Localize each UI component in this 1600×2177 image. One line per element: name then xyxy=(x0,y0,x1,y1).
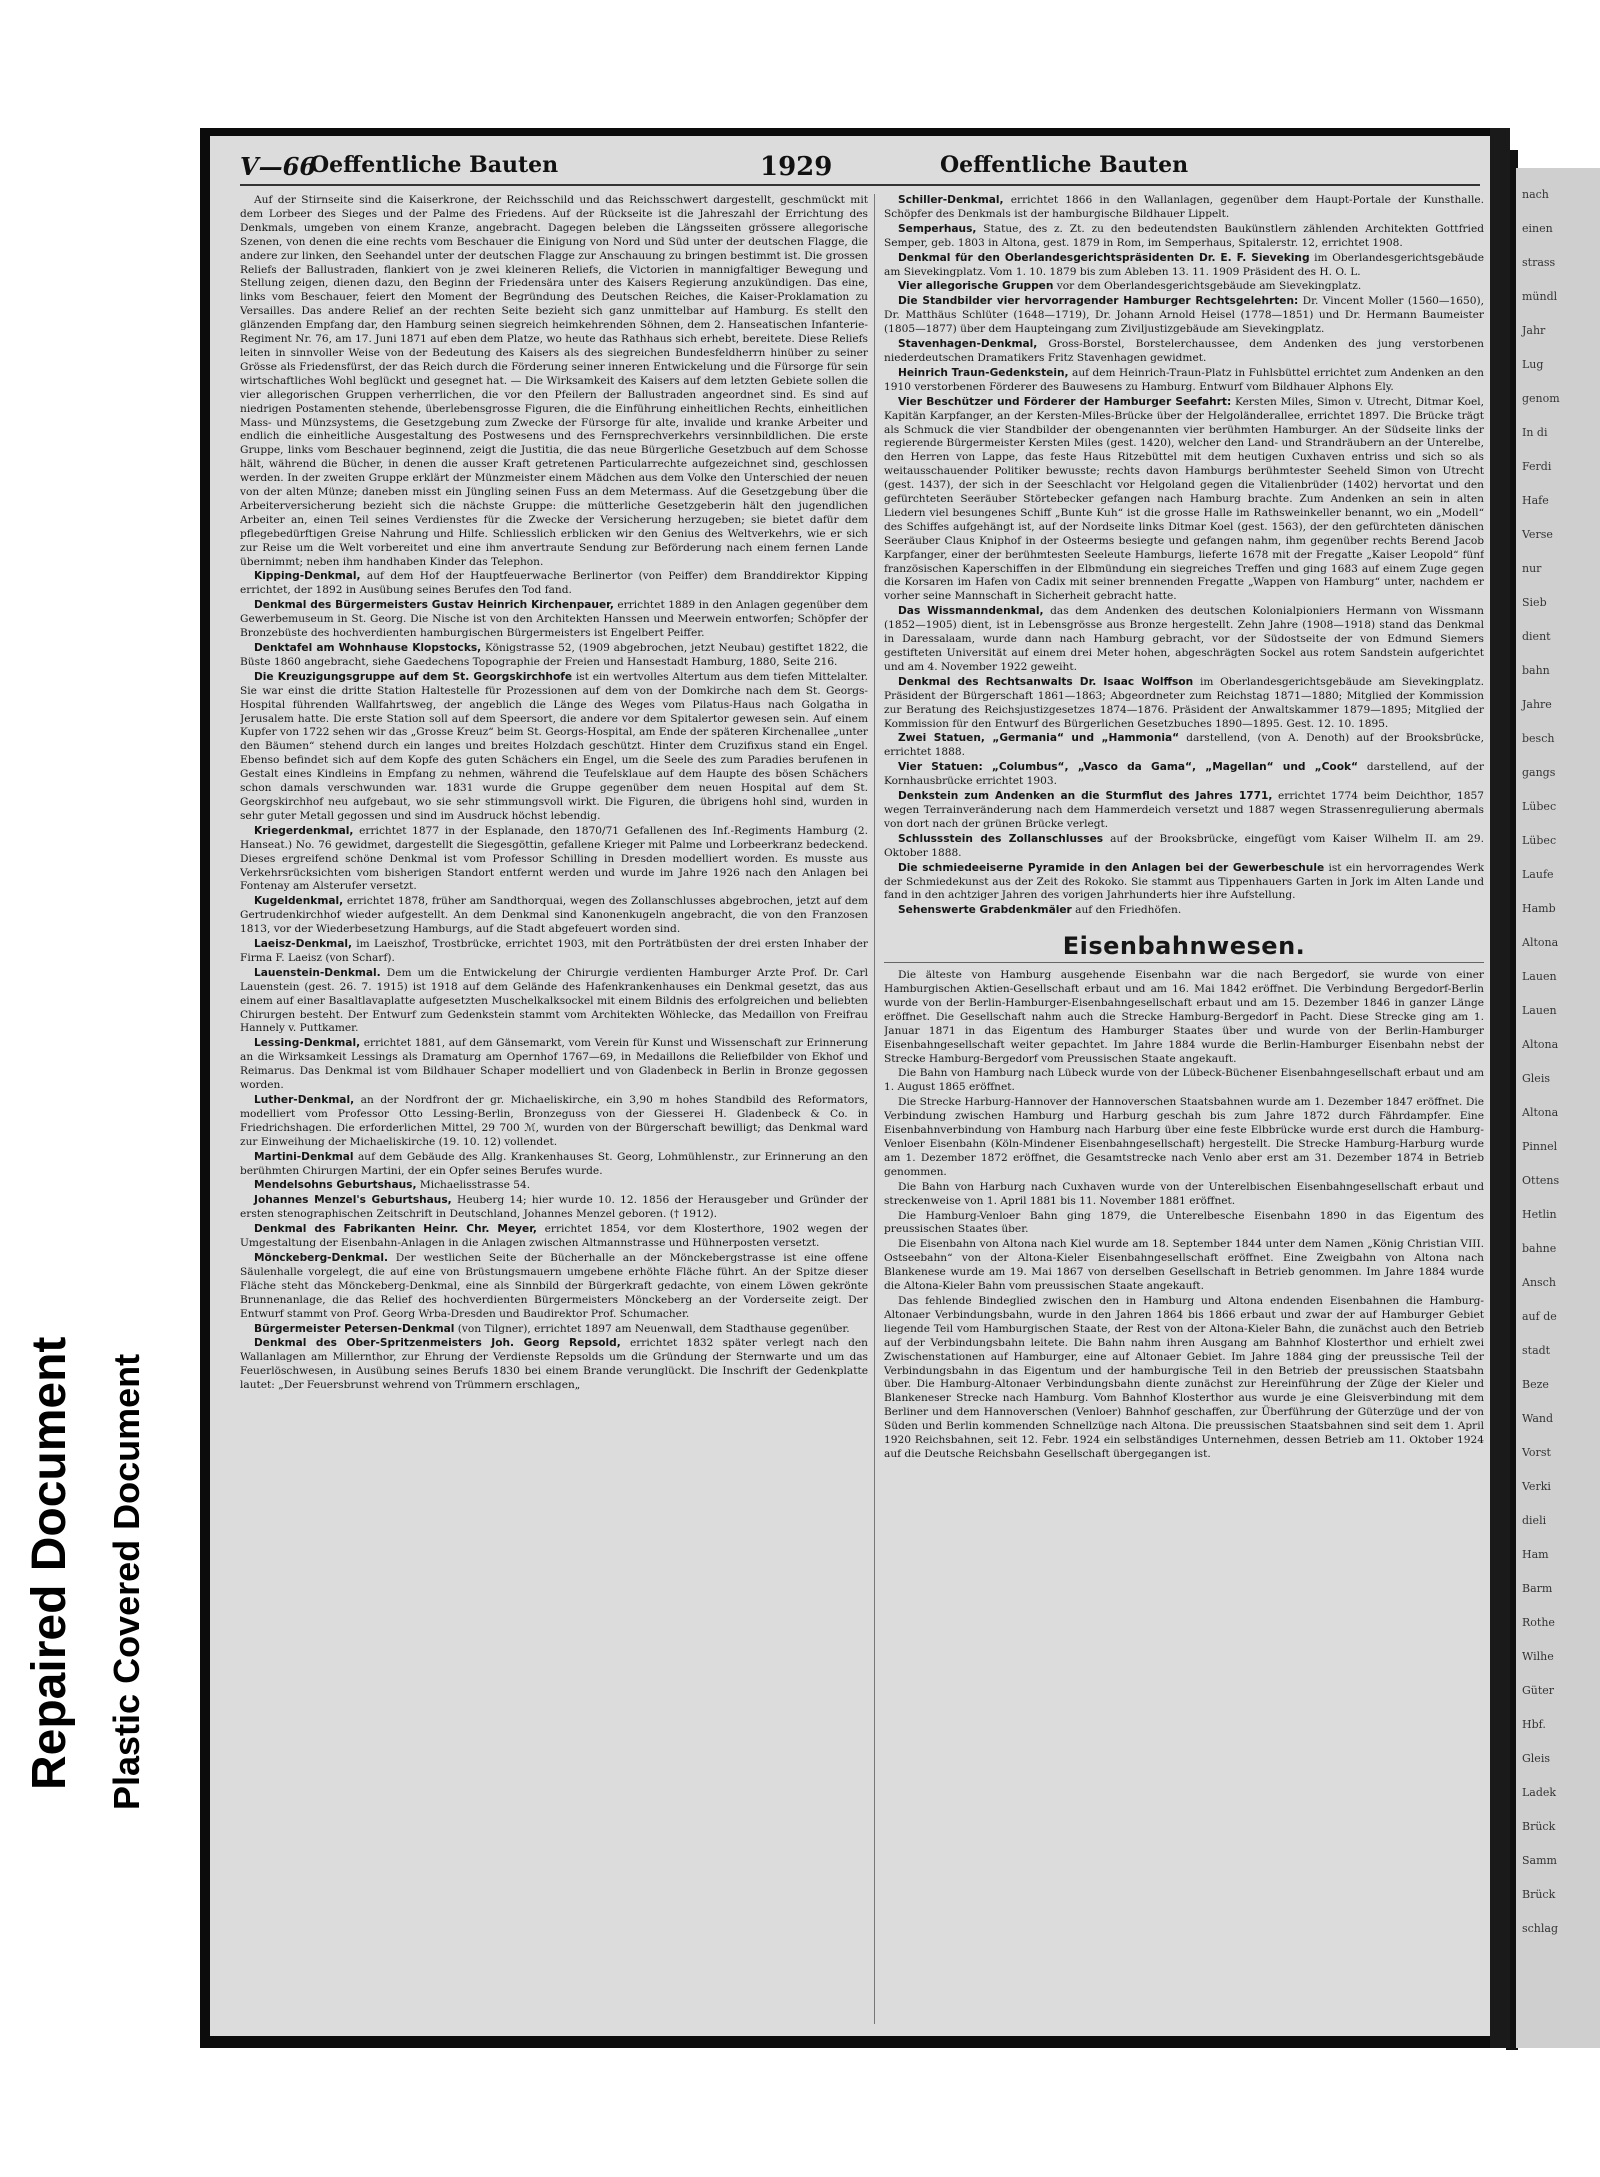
entry-paragraph xyxy=(884,790,1484,832)
railway-paragraph: Die Hamburg-Venloer Bahn ging 1879, die Unterelbesche Eisenbahn 1890 in das Eigentum des preussischen Staates über. xyxy=(884,1209,1484,1236)
header-rule xyxy=(240,184,1480,186)
entry-text: Dr. Vincent Moller (1560—1650), Dr. Matthäus Schlüter (1648—1719), Dr. Johann Arnold Heisel (1778—1851) und Dr. Hermann Baumeister (1805—1877) über dem Haupteingang zum Ziviljustizgebäude am Sievekingplatz. xyxy=(884,295,1484,336)
entry-paragraph xyxy=(240,1337,868,1393)
entry-paragraph xyxy=(240,1194,868,1222)
running-header xyxy=(240,152,1480,192)
year-label: 1929 xyxy=(760,152,833,182)
entry-text: errichtet 1878, früher am Sandthorquai, wegen des Zollanschlusses abgebrochen, jetzt auf dem Gertrudenkirchhof wieder aufgestellt. An dem Denkmal sind Kanonenkugeln angebracht, die von den Franzosen 1813, vor der Wiederbesetzung Hamburgs, auf die Stadt abgefeuert worden sind. xyxy=(240,895,868,936)
right-column xyxy=(884,194,1484,2024)
left-column xyxy=(240,194,868,2024)
adjacent-page-fragment: Pinnel xyxy=(1522,1140,1558,1153)
entry-title: Die Kreuzigungsgruppe auf dem St. Georgskirchhofe xyxy=(254,670,573,683)
entry-paragraph xyxy=(884,605,1484,675)
entry-paragraph xyxy=(884,904,1484,918)
entry-paragraph xyxy=(884,280,1484,294)
entry-text: errichtet 1832 später verlegt nach den Wallanlagen am Millernthor, zur Ehrung der Verdienste Repsolds um die Gründung der Sternwarte und um das Feuerlöschwesen, in Ausübung seines Berufs 1830 bei einem Brande verunglückt. Die Inschrift der Gedenkplatte lautet: „Der Feuersbrunst wehrend von Trümmern erschlagen„ xyxy=(240,1337,868,1392)
entry-text: Kersten Miles, Simon v. Utrecht, Ditmar Koel, Kapitän Karpfanger, an der Kersten-Miles-Brücke über der Helgoländerallee, errichtet 1897. Die Brücke trägt als Schmuck die vier Standbilder der obengenannten vier berühmten Hamburger. An der Südseite links der regierende Bürgermeister Kersten Miles (gest. 1420), welcher den Land- und Strandräubern an der Unterelbe, den Herren von Lappe, das feste Haus Ritzebüttel mit dem heutigen Cuxhaven entriss und sich so als weitausschauender Politiker bewusste; rechts davon Hamburgs berühmtester Seeheld Simon von Utrecht (gest. 1437), der sich in der Seeschlacht vor Helgoland gegen die Vitalienbrüder (1402) hervortat und den gefürchteten Seeräuber Störtebecker gefangen nach Hamburg brachte. Zum Andenken an sein in alten Liedern viel besungenes Schiff „Bunte Kuh“ ist die grosse Halle im Rathsweinkeller benannt, wo ein „Modell“ des Schiffes aufgehängt ist, auf der Nordseite links Ditmar Koel (gest. 1563), der den gefürchteten dänischen Seeräuber Claus Kniphof in der Osteerms besiegte und gefangen nahm, ihm gegenüber rechts Berend Jacob Karpfanger, einer der berühmtesten Seeleute Hamburgs, lieferte 1678 mit der Fregatte „Kaiser Leopold“ fünf französischen Kaperschiffen in der Elbmündung ein siegreiches Treffen und ging 1683 auf einem Zuge gegen die Korsaren im Hafen von Cadix mit seiner brennenden Fregatte „Wappen von Hamburg“ unter, nachdem er vorher seine Mannschaft in Sicherheit gebracht hatte. xyxy=(884,395,1484,603)
entry-title: Laeisz-Denkmal, xyxy=(254,938,352,951)
entry-text: im Oberlandesgerichtsgebäude am Sievekingplatz. Präsident der Bürgerschaft 1861—1863; Abgeordneter zum Reichstag 1871—1880; Mitglied der Kommission zur Beratung des Reichsjustizgesetzes 1874—1876. Präsident der Anwaltskammer 1879—1895; Mitglied der Kommission für den Entwurf des Bürgerlichen Gesetzbuches 1890—1895. Gest. 12. 10. 1895. xyxy=(884,675,1484,730)
page-number: V—66 xyxy=(240,152,317,181)
adjacent-page-strip xyxy=(1516,168,1600,2048)
entry-title: Denkmal des Ober-Spritzenmeisters Joh. Georg Repsold, xyxy=(254,1337,621,1350)
adjacent-page-fragment: Hbf. xyxy=(1522,1718,1546,1731)
adjacent-page-fragment: Sieb xyxy=(1522,596,1547,609)
entry-paragraph xyxy=(884,295,1484,337)
entry-title: Zwei Statuen, „Germania“ und „Hammonia“ xyxy=(898,732,1180,745)
adjacent-page-fragment: Altona xyxy=(1522,1038,1559,1051)
entry-text: (von Tilgner), errichtet 1897 am Neuenwall, dem Stadthause gegenüber. xyxy=(457,1322,850,1335)
entry-text: errichtet 1774 beim Deichthor, 1857 wegen Terrainveränderung nach dem Hammerdeich versetzt und 1887 wegen Strassenregulierung abermals von dort nach der grünen Brücke verlegt. xyxy=(884,790,1484,830)
entry-paragraph xyxy=(884,862,1484,904)
adjacent-page-fragment: Gleis xyxy=(1522,1072,1550,1085)
entry-title: Mendelsohns Geburtshaus, xyxy=(254,1179,417,1192)
entry-title: Denktafel am Wohnhause Klopstocks, xyxy=(254,642,482,654)
adjacent-page-fragment: Güter xyxy=(1522,1684,1555,1697)
entry-text: darstellend, auf der Kornhausbrücke errichtet 1903. xyxy=(884,761,1484,788)
entry-title: Denkmal für den Oberlandesgerichtspräsidenten Dr. E. F. Sieveking xyxy=(898,251,1310,264)
adjacent-page-fragment: schlag xyxy=(1522,1922,1559,1935)
adjacent-page-fragment: gangs xyxy=(1522,766,1556,779)
entry-paragraph xyxy=(240,938,868,966)
railway-paragraph: Die Bahn von Harburg nach Cuxhaven wurde von der Unterelbischen Eisenbahngesellschaft erbaut und streckenweise von 1. April 1881 bis 11. November 1881 eröffnet. xyxy=(884,1180,1484,1207)
entry-text: im Oberlandesgerichtsgebäude am Sievekingplatz. Vom 1. 10. 1879 bis zum Ableben 13. 11. 1909 Präsident des H. O. L. xyxy=(884,251,1484,278)
adjacent-page-fragment: Lauen xyxy=(1522,1004,1557,1017)
column-divider xyxy=(874,194,875,2024)
railway-paragraph: Die Eisenbahn von Altona nach Kiel wurde am 18. September 1844 unter dem Namen „König Christian VIII. Ostseebahn“ von der Altona-Kieler Eisenbahngesellschaft eröffnet. Eine Zweigbahn von Altona nach Blankenese wurde am 19. Mai 1867 von derselben Gesellschaft in Betrieb genommen. Im Jahre 1884 wurde die Altona-Kieler Bahn vom preussischen Staate angekauft. xyxy=(884,1238,1484,1293)
entry-text: auf den Friedhöfen. xyxy=(1075,904,1182,917)
plastic-covered-document-label: Plastic Covered Document xyxy=(106,1353,147,1810)
adjacent-page-fragment: Rothe xyxy=(1522,1616,1555,1629)
entry-text: errichtet 1881, auf dem Gänsemarkt, vom Verein für Kunst und Wissenschaft zur Erinnerung an die Wirksamkeit Lessings als Dramaturg am Opernhof 1767—69, in Medaillons die Reliefbilder von Ekhof und Reimarus. Das Denkmal ist vom Bildhauer Schaper modelliert und von Gladenbeck in Berlin in Bronze gegossen worden. xyxy=(240,1037,868,1092)
document-page xyxy=(200,128,1510,2048)
entry-paragraph xyxy=(240,895,868,937)
entry-paragraph xyxy=(240,599,868,641)
adjacent-page-fragment: Altona xyxy=(1522,936,1559,949)
adjacent-page-fragment: Wand xyxy=(1522,1412,1554,1425)
railway-paragraph: Die Bahn von Hamburg nach Lübeck wurde von der Lübeck-Büchener Eisenbahngesellschaft erbaut und am 1. August 1865 eröffnet. xyxy=(884,1067,1484,1094)
repaired-document-label: Repaired Document xyxy=(23,1336,76,1790)
adjacent-page-fragment: Verse xyxy=(1522,528,1553,541)
railway-paragraph: Das fehlende Bindeglied zwischen den in Hamburg und Altona endenden Eisenbahnen die Hamburg-Altonaer Verbindungsbahn, wurde in den Jahren 1864 bis 1866 erbaut und zwar der auf Hamburger Gebiet liegende Teil vom Hamburgischen Staate, der Rest von der Altona-Kieler Bahn, die zunächst auch den Betrieb auf der Verbindungsbahn leitete. Die Bahn nahm ihren Ausgang am Bahnhof Klosterthor und erhielt zwei Zwischenstationen auf Hamburger, eine auf Altonaer Gebiet. Im Jahre 1884 ging der preussische Teil der Verbindungsbahn in das Eigentum und der hamburgische Teil in den Betrieb der preussischen Staatsbahn über. Die Hamburg-Altonaer Verbindungsbahn diente zunächst zur Hereinführung der Züge der Kieler und Blankeneser Strecke nach Hamburg. Vom Bahnhof Klosterthor aus wurde je eine Gleisverbindung mit dem Berliner und dem Hannoverschen (Venloer) Bahnhof geschaffen, zur Überführung der Güterzüge und der von Süden und Berlin kommenden Schnellzüge nach Altona. Die preussischen Staatsbahnen sind seit dem 1. April 1920 Reichsbahnen, seit 12. Febr. 1924 ein selbständiges Unternehmen, dessen Betrieb am 11. Oktober 1924 auf die Deutsche Reichsbahn Gesellschaft übergegangen ist. xyxy=(884,1294,1484,1460)
entry-title: Kriegerdenkmal, xyxy=(254,824,354,837)
adjacent-page-fragment: besch xyxy=(1522,732,1555,745)
paper-sheet xyxy=(210,136,1490,2036)
entry-paragraph xyxy=(240,671,868,824)
adjacent-page-fragment: nach xyxy=(1522,188,1549,201)
adjacent-page-fragment: Lübec xyxy=(1522,834,1557,847)
entry-text: auf dem Hof der Hauptfeuerwache Berlinertor (von Peiffer) dem Branddirektor Kipping errichtet, der 1892 in Ausübung seines Berufes den Tod fand. xyxy=(240,570,868,597)
entry-paragraph xyxy=(884,367,1484,395)
entry-title: Schlussstein des Zollanschlusses xyxy=(898,832,1104,845)
entry-paragraph xyxy=(240,1323,868,1337)
adjacent-page-fragment: Jahre xyxy=(1522,698,1552,711)
adjacent-page-fragment: Ottens xyxy=(1522,1174,1560,1187)
adjacent-page-fragment: Lübec xyxy=(1522,800,1557,813)
entry-paragraph xyxy=(884,194,1484,222)
entry-text: ist ein wertvolles Altertum aus dem tiefen Mittelalter. Sie war einst die dritte Station Haltestelle für Prozessionen auf dem von der Domkirche nach dem St. Georgs-Hospital führenden Wallfahrtsweg, der angeblich die Länge des Weges vom Pilatus-Haus nach Golgatha in Jerusalem hatte. Die erste Station soll auf dem Speersort, die andere vor dem Spitalertor gewesen sein. Auf einem Kupfer von 1722 sehen wir das „Grosse Kreuz“ beim St. Georgs-Hospital, am Ende der späteren Kirchenallee „unter den Bäumen“ stehend durch ein langes und breites Holzdach geschützt. Hinter dem Cruzifixus stand ein Engel. Ebenso befindet sich auf dem Kopfe des guten Schächers ein Engel, um die Seele des zum Paradies berufenen in Gestalt eines Kindleins in Empfang zu nehmen, während die Teufelsklaue auf dem Haupte des bösen Schächers schon damals verschwunden war. 1831 wurde die Gruppe gegenüber dem neuen Hospital auf dem St. Georgskirchhof neu aufgebaut, wo sie sehr stimmungsvoll wirkt. Die Figuren, die übrigens hohl sind, wurden in sehr guter Metall gegossen und sind im Ausdruck höchst lebendig. xyxy=(240,670,868,822)
entry-text: auf dem Gebäude des Allg. Krankenhauses St. Georg, Lohmühlenstr., zur Erinnerung an den berühmten Chirurgen Martini, der ein Opfer seines Berufes wurde. xyxy=(240,1150,868,1177)
entry-paragraph xyxy=(884,252,1484,280)
entry-title: Heinrich Traun-Gedenkstein, xyxy=(898,366,1069,379)
entry-title: Martini-Denkmal xyxy=(254,1150,354,1163)
entry-title: Vier Beschützer und Förderer der Hamburger Seefahrt: xyxy=(898,395,1232,408)
entry-paragraph xyxy=(884,761,1484,789)
entry-title: Mönckeberg-Denkmal. xyxy=(254,1251,388,1264)
adjacent-page-fragment: Samm xyxy=(1522,1854,1557,1867)
entry-title: Semperhaus, xyxy=(898,222,977,235)
entry-title: Luther-Denkmal, xyxy=(254,1094,355,1106)
entry-title: Stavenhagen-Denkmal, xyxy=(898,338,1038,351)
adjacent-page-fragment: Barm xyxy=(1522,1582,1553,1595)
adjacent-page-fragment: bahn xyxy=(1522,664,1550,677)
entry-paragraph xyxy=(884,676,1484,732)
entry-paragraph xyxy=(240,1037,868,1093)
entry-title: Denkmal des Rechtsanwalts Dr. Isaac Wolffson xyxy=(898,675,1194,688)
entry-text: Königstrasse 52, (1909 abgebrochen, jetzt Neubau) gestiftet 1822, die Büste 1860 angebracht, siehe Gaedechens Topographie der Freien und Hansestadt Hamburg, 1880, Seite 216. xyxy=(240,642,868,668)
entry-text: Statue, des z. Zt. zu den bedeutendsten Baukünstlern zählenden Architekten Gottfried Semper, geb. 1803 in Altona, gest. 1879 in Rom, im Semperhaus, Spitalerstr. 12, errichtet 1908. xyxy=(884,222,1484,249)
entry-text: errichtet 1866 in den Wallanlagen, gegenüber dem Haupt-Portale der Kunsthalle. Schöpfer des Denkmals ist der hamburgische Bildhauer Lippelt. xyxy=(884,194,1484,220)
entry-title: Johannes Menzel's Geburtshaus, xyxy=(254,1194,452,1207)
adjacent-page-fragment: nur xyxy=(1522,562,1542,575)
entry-title: Die Standbilder vier hervorragender Hamburger Rechtsgelehrten: xyxy=(898,295,1299,308)
entry-text: Heuberg 14; hier wurde 10. 12. 1856 der Herausgeber und Gründer der ersten stenographischen Zeitschrift in Deutschland, Johannes Menzel geboren. († 1912). xyxy=(240,1194,868,1221)
adjacent-page-fragment: Lauen xyxy=(1522,970,1557,983)
entry-paragraph xyxy=(240,642,868,670)
adjacent-page-fragment: Verki xyxy=(1522,1480,1551,1493)
entry-paragraph xyxy=(240,1151,868,1179)
adjacent-page-fragment: mündl xyxy=(1522,290,1558,303)
adjacent-page-fragment: Brück xyxy=(1522,1820,1556,1833)
entry-text: errichtet 1889 in den Anlagen gegenüber dem Gewerbemuseum in St. Georg. Die Nische ist von den Architekten Hanssen und Meerwein entworfen; Schöpfer der Bronzebüste des hochverdienten hamburgischen Bürgermeisters ist Engelbert Peiffer. xyxy=(240,599,868,640)
entry-text: an der Nordfront der gr. Michaeliskirche, ein 3,90 m hohes Standbild des Reformators, modelliert vom Professor Otto Lessing-Berlin, Bronzeguss von der Giesserei H. Gladenbeck & Co. in Friedrichshagen. Die erforderlichen Mittel, 29 700 ℳ, wurden von der Bürgerschaft bewilligt; das Denkmal ward zur Einweihung der Michaeliskirche (19. 10. 12) vollendet. xyxy=(240,1094,868,1148)
adjacent-page-fragment: Hafe xyxy=(1522,494,1549,507)
entry-text: im Laeiszhof, Trostbrücke, errichtet 1903, mit den Porträtbüsten der drei ersten Inhaber der Firma F. Laeisz (von Scharf). xyxy=(240,938,868,964)
entry-text: errichtet 1877 in der Esplanade, den 1870/71 Gefallenen des Inf.-Regiments Hamburg (2. Hanseat.) No. 76 gewidmet, dargestellt die Siegesgöttin, gefallene Krieger mit Palme und Lorbeerkranz bedeckend. Dieses ergreifend schöne Denkmal ist vom Professor Schilling in Dresden modelliert worden. Es musste aus Verkehrsrücksichten vom bisherigen Standort entfernt werden und wurde im Jahre 1926 nach den Anlagen bei Fontenay am Alsterufer versetzt. xyxy=(240,824,868,893)
section-rule xyxy=(884,962,1484,963)
railway-paragraph: Die Strecke Harburg-Hannover der Hannoverschen Staatsbahnen wurde am 1. Dezember 1847 eröffnet. Die Verbindung zwischen Hamburg und Harburg geschah bis zum Jahre 1872 durch Fährdampfer. Eine Eisenbahnverbindung von Hamburg nach Harburg über eine feste Elbbrücke wurde erst durch die Hamburg-Venloer Eisenbahn (Köln-Mindener Eisenbahngesellschaft) hergestellt. Die Strecke Hamburg-Harburg wurde am 1. Dezember 1872 eröffnet, die Gesamtstrecke nach Venlo aber erst am 31. Dezember 1874 in Betrieb genommen. xyxy=(884,1096,1484,1178)
adjacent-page-fragment: Wilhe xyxy=(1522,1650,1554,1663)
adjacent-page-fragment: genom xyxy=(1522,392,1560,405)
adjacent-page-fragment: Hamb xyxy=(1522,902,1556,915)
railway-paragraphs xyxy=(884,969,1484,1462)
entry-text: auf dem Heinrich-Traun-Platz in Fuhlsbüttel errichtet zum Andenken an den 1910 verstorbenen Förderer des Bauwesens zu Hamburg. Entwurf vom Bildhauer Alphons Ely. xyxy=(884,366,1484,393)
scanner-caption xyxy=(10,1270,147,1810)
adjacent-page-fragment: auf de xyxy=(1522,1310,1557,1323)
entry-paragraph xyxy=(240,1252,868,1322)
adjacent-page-fragment: Ansch xyxy=(1522,1276,1556,1289)
left-running-title: Oeffentliche Bauten xyxy=(310,152,559,178)
adjacent-page-fragment: Hetlin xyxy=(1522,1208,1557,1221)
entry-title: Denkstein zum Andenken an die Sturmflut des Jahres 1771, xyxy=(898,790,1273,803)
entry-text: ist ein hervorragendes Werk der Schmiedekunst aus der Zeit des Rokoko. Sie stammt aus Tippenhauers Garten in Jork im Alten Lande und fand in den achtziger Jahren des vorigen Jahrhunderts hier ihre Aufstellung. xyxy=(884,861,1484,902)
adjacent-page-fragment: Vorst xyxy=(1522,1446,1551,1459)
adjacent-page-fragment: Ladek xyxy=(1522,1786,1557,1799)
entry-paragraph xyxy=(240,825,868,895)
adjacent-page-fragment: einen xyxy=(1522,222,1553,235)
entry-text: Der westlichen Seite der Bücherhalle an der Mönckebergstrasse ist eine offene Säulenhalle vorgelegt, die auf eine von Brüstungsmauern umgebene erhöhte Fläche führt. An der Spitze dieser Fläche steht das Mönckeberg-Denkmal, eine als Sinnbild der Bürgerkraft gedachte, von einem Löwen gekrönte Brunnenanlage, die das Relief des hochverdienten Bürgermeisters Mönckeberg an der Vorderseite zeigt. Der Entwurf stammt von Prof. Georg Wrba-Dresden und Baudirektor Prof. Schumacher. xyxy=(240,1251,868,1320)
entry-title: Denkmal des Fabrikanten Heinr. Chr. Meyer, xyxy=(254,1223,537,1236)
entry-text: vor dem Oberlandesgerichtsgebäude am Sievekingplatz. xyxy=(1056,280,1362,293)
adjacent-page-fragment: dient xyxy=(1522,630,1551,643)
entry-paragraph xyxy=(884,338,1484,366)
adjacent-page-fragment: Brück xyxy=(1522,1888,1556,1901)
right-running-title: Oeffentliche Bauten xyxy=(940,152,1189,178)
entry-paragraph xyxy=(884,223,1484,251)
entry-paragraph xyxy=(884,396,1484,605)
adjacent-page-fragment: Ferdi xyxy=(1522,460,1552,473)
adjacent-page-fragment: strass xyxy=(1522,256,1556,269)
entry-title: Kipping-Denkmal, xyxy=(254,570,361,583)
entry-text: Gross-Borstel, Borstelerchaussee, dem Andenken des jung verstorbenen niederdeutschen Dramatikers Fritz Stavenhagen gewidmet. xyxy=(884,338,1484,364)
entry-paragraph xyxy=(884,732,1484,760)
entry-text: das dem Andenken des deutschen Kolonialpioniers Hermann von Wissmann (1852—1905) dient, ist in Lebensgrösse aus Bronze hergestellt. Zehn Jahre (1908—1918) stand das Denkmal in Daressalaam, wurde dann nach Hamburg gebracht, vor der Südostseite der von Edmund Siemers gestifteten Universität auf einem drei Meter hohen, abgeschrägten Sockel aus rotem Sandstein aufgerichtet und am 4. November 1922 geweiht. xyxy=(884,605,1484,673)
entry-title: Lauenstein-Denkmal. xyxy=(254,966,381,979)
adjacent-page-fragment: Altona xyxy=(1522,1106,1559,1119)
entry-title: Schiller-Denkmal, xyxy=(898,194,1004,206)
adjacent-page-fragment: bahne xyxy=(1522,1242,1557,1255)
entry-text: errichtet 1854, vor dem Klosterthore, 1902 wegen der Umgestaltung der Eisenbahn-Anlagen in die Anlagen zwischen Altmannstrasse und Hühnerposten versetzt. xyxy=(240,1223,868,1250)
section-heading-eisenbahnwesen: Eisenbahnwesen. xyxy=(1062,932,1306,961)
entry-text: auf der Brooksbrücke, eingefügt vom Kaiser Wilhelm II. am 29. Oktober 1888. xyxy=(884,832,1484,859)
entry-paragraph xyxy=(240,1223,868,1251)
right-column-entries xyxy=(884,194,1484,918)
entry-title: Bürgermeister Petersen-Denkmal xyxy=(254,1322,455,1335)
entry-title: Vier allegorische Gruppen xyxy=(898,280,1054,293)
adjacent-page-fragment: Laufe xyxy=(1522,868,1554,881)
adjacent-page-fragment: Lug xyxy=(1522,358,1544,371)
adjacent-page-fragment: stadt xyxy=(1522,1344,1551,1357)
entry-title: Lessing-Denkmal, xyxy=(254,1037,361,1050)
adjacent-page-fragment: In di xyxy=(1522,426,1548,439)
adjacent-page-fragment: Jahr xyxy=(1522,324,1546,337)
entry-title: Die schmiedeeiserne Pyramide in den Anlagen bei der Gewerbeschule xyxy=(898,861,1325,874)
entry-title: Sehenswerte Grabdenkmäler xyxy=(898,904,1072,917)
adjacent-page-fragment: Ham xyxy=(1522,1548,1549,1561)
entry-paragraph xyxy=(240,1094,868,1150)
adjacent-page-fragment: Beze xyxy=(1522,1378,1549,1391)
entry-text: Auf der Stirnseite sind die Kaiserkrone, der Reichsschild und das Reichsschwert dargestellt, geschmückt mit dem Lorbeer des Sieges und der Palme des Friedens. Auf der Rückseite ist die Jahreszahl der Errichtung des Denkmals, umgeben von einem Kranze, angebracht. Dagegen beleben die Längsseiten grössere allegorische Szenen, von denen die eine rechts vom Beschauer die Einigung von Nord und Süd unter der deutschen Flagge, die andere zur linken, den Seehandel unter der deutschen Flagge zur Anschauung zu bringen bestimmt ist. Die grossen Reliefs der Ballustraden, flankiert von je zwei kleineren Reliefs, die Victorien in mannigfaltiger Bewegung und Stellung zeigen, dienen dazu, den Beginn der Friedensära unter des Kaisers Regierung anzukündigen. Das eine, links vom Beschauer, feiert den Moment der Begründung des Deutschen Reiches, die Kaiser-Proklamation zu Versailles. Das andere Relief an der rechten Seite bezieht sich ganz unmittelbar auf Hamburg. Es stellt den glänzenden Empfang dar, den Hamburg seinen siegreich heimkehrenden Söhnen, dem 2. Hanseatischen Infanterie-Regiment Nr. 76, am 17. Juni 1871 auf eben dem Platze, wo heute das Rathhaus sich erhebt, bereitete. Diese Reliefs leiten in sinnvoller Weise von der Bedeutung des Kaisers als des siegreichen Bundesfeldherrn hinüber zu seiner Grösse als Friedensfürst, der das Reich durch die Förderung seiner inneren Entwickelung und die Fürsorge für sein wirtschaftliches Wohl beglückt und gesegnet hat. — Die Wirksamkeit des Kaisers auf dem letzten Gebiete sollen die vier allegorischen Gruppen verherrlichen, die vor den Pfeilern der Ballustraden angeordnet sind. Es sind auf niedrigen Postamenten stehende, überlebensgrosse Figuren, die die Einführung einheitlichen Rechts, einheitlichen Mass- und Münzsystems, die Gesetzgebung zum Zwecke der Fürsorge für alte, invalide und kranke Arbeiter und endlich die einheitliche Ausgestaltung des Postwesens und des Fernsprechverkehrs versinnbildlichen. Die erste Gruppe, links vom Beschauer beginnend, zeigt die Justitia, die das neue Bürgerliche Gesetzbuch auf dem Schosse hält, während die Bücher, in denen die ausser Kraft getretenen Particularrechte aufgezeichnet sind, geschlossen werden. In der zweiten Gruppe erklärt der Münzmeister einem Mädchen aus dem Volke den Unterschied der neuen von der alten Münze; daneben misst ein Jüngling seinen Fuss an dem Metermass. Auf die Gesetzgebung über die Arbeiterversicherung bezieht sich die nächste Gruppe: die mütterliche Gesetzgeberin hält den jugendlichen Arbeiter an, einen Teil seines Verdienstes für die Zwecke der Versicherung herzugeben; sie bietet dafür dem pflegebedürftigen Greise Nahrung und Hilfe. Schliesslich erblicken wir den Genius des Weltverkehrs, wie er sich zur Reise um die Welt vorbereitet und eine ihm anvertraute Sendung zur Beförderung nach einem fernen Lande übernimmt; neben ihm handhaben Kinder das Telephon. xyxy=(240,194,868,568)
entry-title: Kugeldenkmal, xyxy=(254,895,344,908)
entry-title: Das Wissmanndenkmal, xyxy=(898,605,1044,618)
railway-paragraph: Die älteste von Hamburg ausgehende Eisenbahn war die nach Bergedorf, sie wurde von einer Hamburgischen Aktien-Gesellschaft erbaut und am 16. Mai 1842 eröffnet. Die Verbindung Bergedorf-Berlin wurde von der Berlin-Hamburger-Eisenbahngesellschaft erbaut und am 15. Dezember 1846 in ganzer Länge eröffnet. Die Gesellschaft nahm auch die Strecke Hamburg-Bergedorf in Pacht. Diese Strecke ging am 1. Januar 1871 in das Eigentum des Hamburger Staates über und wurde von der Berlin-Hamburger Eisenbahngesellschaft weiter gepachtet. Im Jahre 1884 wurde die Berlin-Hamburger Eisenbahn nebst der Strecke Hamburg-Bergedorf vom Preussischen Staate angekauft. xyxy=(884,969,1484,1065)
entry-paragraph xyxy=(884,833,1484,861)
entry-title: Vier Statuen: „Columbus“, „Vasco da Gama“, „Magellan“ und „Cook“ xyxy=(898,761,1358,774)
entry-text: darstellend, (von A. Denoth) auf der Brooksbrücke, errichtet 1888. xyxy=(884,732,1484,759)
entry-paragraph xyxy=(240,194,868,569)
entry-text: Dem um die Entwickelung der Chirurgie verdienten Hamburger Arzte Prof. Dr. Carl Lauenstein (gest. 26. 7. 1915) ist 1918 auf dem Gelände des Hafenkrankenhauses ein Denkmal gesetzt, das aus einem auf einer Basaltlavaplatte aufgesetzten Muschelkalksockel mit einem Bildnis des erfolgreichen und beliebten Chirurgen besteht. Der Entwurf zum Gedenkstein stammt vom Architekten Wöhlecke, das Medaillon von Freifrau Hannely v. Puttkamer. xyxy=(240,966,868,1035)
adjacent-page-fragment: Gleis xyxy=(1522,1752,1550,1765)
entry-text: Michaelisstrasse 54. xyxy=(419,1179,531,1192)
page-right-edge xyxy=(1490,128,1510,2048)
entry-title: Denkmal des Bürgermeisters Gustav Heinrich Kirchenpauer, xyxy=(254,599,614,612)
entry-paragraph xyxy=(240,570,868,598)
entry-paragraph xyxy=(240,967,868,1037)
entry-paragraph xyxy=(240,1179,868,1193)
adjacent-page-fragment: dieli xyxy=(1522,1514,1547,1527)
